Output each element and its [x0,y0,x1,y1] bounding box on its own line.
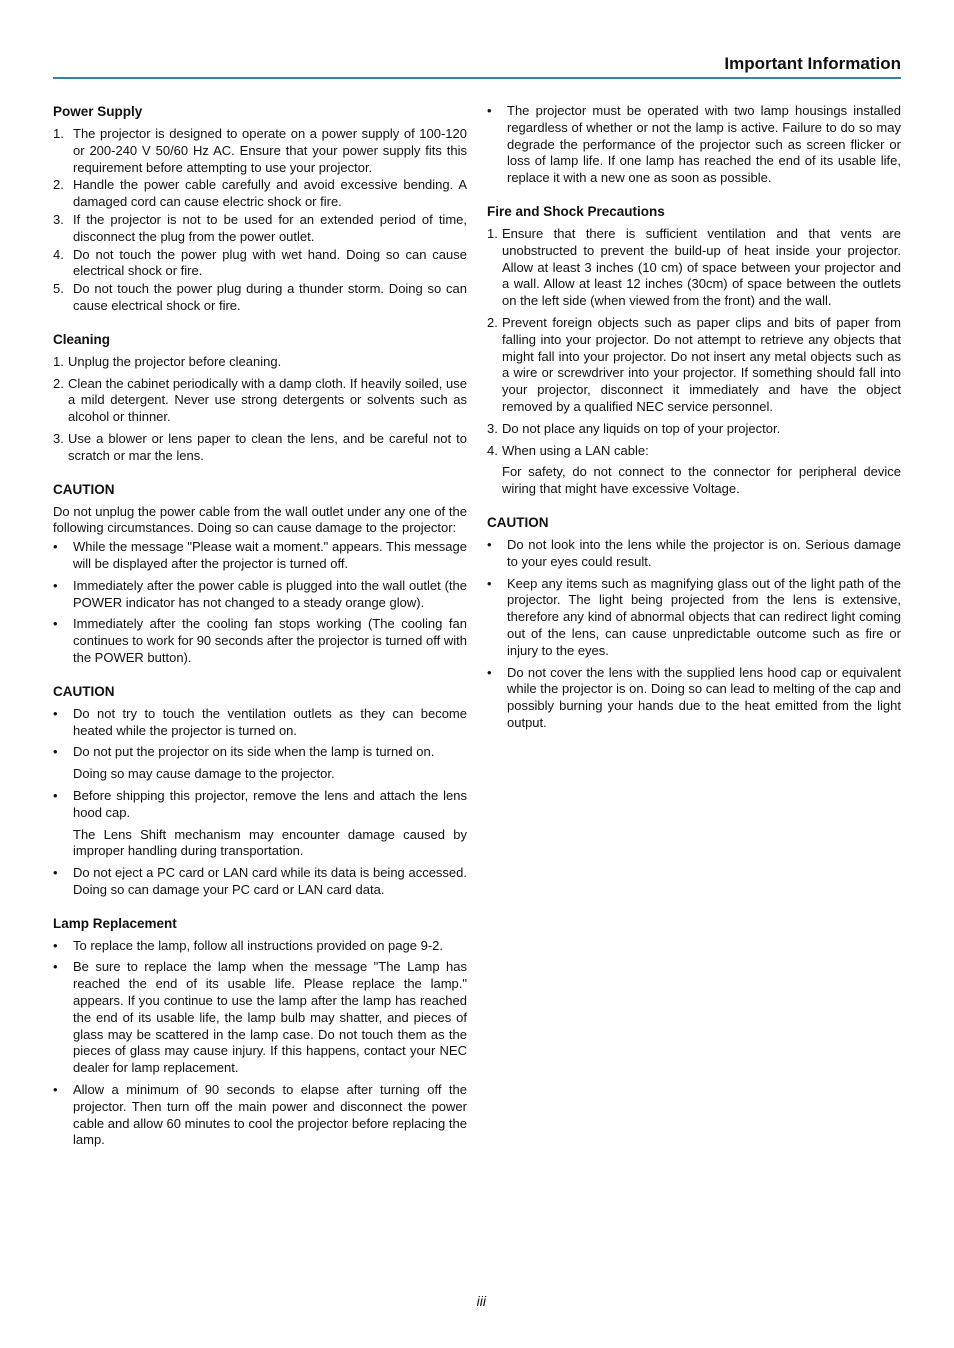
list-item-text: While the message "Please wait a moment." appears. This message will be displayed after the projector is turned off. [73,539,467,571]
section-list [487,537,901,732]
list-item [53,938,467,955]
bullet-marker: • [487,103,492,118]
list-item-text: If the projector is not to be used for an extended period of time, disconnect the plug from the power outlet. [73,211,467,244]
section-heading: CAUTION [53,683,115,699]
bullet-marker: • [53,1082,58,1098]
section-caution [53,481,467,667]
section-lamp-replacement [53,915,467,1150]
list-item [53,126,467,176]
section-power-supply [53,103,467,315]
list-item [53,616,467,666]
item-number: 5. [53,281,64,297]
section-heading: CAUTION [487,514,549,530]
item-number: 1. [53,126,64,141]
list-item [53,706,467,740]
list-item-text: Be sure to replace the lamp when the message "The Lamp has reached the end of its usable life. Please replace the lamp." appears. If you continue to use the lamp after the lamp has reached the end of its usable life, the lamp bulb may shatter, and pieces of glass may be scattered in the lamp case. Do not touch them as the pieces of glass may cause injury. If this happens, contact your NEC dealer for lamp replacement. [73,959,467,1076]
item-number: 3. [487,420,498,436]
bullet-marker: • [487,575,492,591]
bullet-marker: • [53,865,58,881]
list-item-text: The projector is designed to operate on a power supply of 100-120 or 200-240 V 50/60 Hz AC. Ensure that your power supply fits this requirement before attempting to use your projector. [73,126,467,175]
list-item-text: Do not touch the power plug with wet hand. Doing so can cause electrical shock or fire. [73,246,467,279]
list-item [53,354,467,371]
section-intro: Do not unplug the power cable from the wall outlet under any one of the following circumstances. Doing so can cause damage to the projector: [53,503,467,536]
bullet-marker: • [53,787,58,803]
bullet-marker: • [53,539,58,555]
list-item [53,431,467,465]
bullet-marker: • [53,937,58,953]
list-item-text: The projector must be operated with two lamp housings installed regardless of whether or not the lamp is active. Failure to do so may degrade the performance of the projector such as screen flicker or loss of lamp life. If one lamp has reached the end of its usable life, replace it with a new one as soon as possible. [507,103,901,186]
list-item-text: Do not touch the power plug during a thunder storm. Doing so can cause electrical shock or fire. [73,281,467,313]
item-number: 2. [53,177,64,193]
list-item [53,744,467,783]
bullet-marker: • [53,616,58,632]
list-item-text: Do not put the projector on its side when the lamp is turned on. [73,744,435,760]
bullet-marker: • [53,705,58,721]
section-heading: Lamp Replacement [53,915,177,931]
list-item [487,576,901,660]
section-list [53,126,467,315]
section-heading: CAUTION [53,481,115,497]
left-column [53,103,467,1165]
list-item [53,177,467,211]
list-item-text: Do not cover the lens with the supplied lens hood cap or equivalent while the projector is on. Doing so can lead to melting of the cap and possibly burning your hands due to the heat emitted from the light output. [507,664,901,730]
item-number: 3. [53,430,64,446]
list-item-note: Doing so may cause damage to the projector. [73,766,335,782]
list-item-text: Do not look into the lens while the projector is on. Serious damage to your eyes could result. [507,536,901,569]
item-number: 1. [487,225,498,241]
list-item-text: Handle the power cable carefully and avoid excessive bending. A damaged cord can cause electric shock or fire. [73,177,467,210]
item-number: 2. [53,375,64,391]
list-item-text: Do not eject a PC card or LAN card while its data is being accessed. Doing so can damage your PC card or LAN card data. [73,865,467,897]
bullet-marker: • [53,744,58,760]
list-item-text: Do not place any liquids on top of your projector. [502,420,781,436]
item-number: 2. [487,314,498,330]
section-list [53,354,467,465]
list-item [53,865,467,899]
list-item-text: Prevent foreign objects such as paper clips and bits of paper from falling into your projector. Do not attempt to retrieve any objects that might fall into your projector. Do not insert any metal objects such as a wire or screwdriver into your projector. If something should fall into your projector, disconnect it immediately and have the object removed by a qualified NEC service personnel. [502,314,901,414]
list-item-text: To replace the lamp, follow all instructions provided on page 9-2. [73,937,443,953]
page-header-title: Important Information [724,54,901,73]
item-number: 3. [53,211,64,227]
bullet-marker: • [487,664,492,680]
list-item-text: When using a LAN cable: [502,442,649,458]
page-number: iii [476,1293,486,1309]
right-column [487,103,901,748]
list-item [53,376,467,426]
list-item [53,212,467,246]
list-item-text: Use a blower or lens paper to clean the lens, and be careful not to scratch or mar the lens. [68,430,467,463]
list-item-text: Allow a minimum of 90 seconds to elapse after turning off the projector. Then turn off the main power and disconnect the power cable and allow 60 minutes to cool the projector before replacing the lamp. [73,1082,467,1148]
list-item-text: Keep any items such as magnifying glass out of the light path of the projector. The light being projected from the lens is extensive, therefore any kind of abnormal objects that can redirect light coming out of the lens, can cause unpredictable outcome such as fire or injury to the eyes. [507,575,901,658]
list-item [487,443,901,498]
item-number: 1. [53,353,64,369]
item-number: 4. [53,246,64,262]
section-caution [487,514,901,732]
list-item [53,247,467,281]
list-item-text: Immediately after the cooling fan stops working (The cooling fan continues to work for 90 seconds after the projector is turned off with the POWER button). [73,616,467,665]
item-number: 4. [487,442,498,458]
list-item-note: The Lens Shift mechanism may encounter damage caused by improper handling during transportation. [73,826,467,859]
section-list [53,938,467,1150]
section-caution [53,683,467,899]
list-item-text: Before shipping this projector, remove the lens and attach the lens hood cap. [73,787,467,820]
list-item-text: Clean the cabinet periodically with a damp cloth. If heavily soiled, use a mild detergent. Never use strong detergents or solvents such as alcohol or thinner. [68,375,467,425]
list-item [53,539,467,573]
section-heading: Cleaning [53,331,111,347]
bullet-marker: • [53,577,58,593]
section-fire-and-shock-precautions [487,203,901,498]
list-item-text: Do not try to touch the ventilation outlets as they can become heated while the projector is turned on. [73,705,467,738]
bullet-marker: • [487,536,492,552]
section-cleaning [53,331,467,465]
list-item [487,226,901,310]
list-item [487,315,901,416]
list-item [53,578,467,612]
list-item [487,421,901,438]
header-rule [53,77,901,79]
section-list [53,539,467,667]
list-item [53,1082,467,1149]
section-heading: Power Supply [53,104,143,119]
list-item [487,537,901,571]
section-list [53,706,467,899]
section-list [487,103,901,187]
list-item [487,103,901,187]
bullet-marker: • [53,959,58,975]
list-item-text: Immediately after the power cable is plugged into the wall outlet (the POWER indicator has not changed to a steady orange glow). [73,577,467,610]
list-item-text: Ensure that there is sufficient ventilation and that vents are unobstructed to prevent the build-up of heat inside your projector. Allow at least 3 inches (10 cm) of space between your projector and a wall. Allow at least 12 inches (30cm) of space between the outlets on the left side (when viewed from the front) and the wall. [502,225,901,309]
list-item-text: Unplug the projector before cleaning. [68,353,282,369]
section-continued [487,103,901,187]
list-item [53,959,467,1077]
list-item [53,788,467,860]
list-item [487,665,901,732]
list-item [53,281,467,315]
list-item-note: For safety, do not connect to the connector for peripheral device wiring that might have excessive Voltage. [502,464,901,497]
section-list [487,226,901,498]
section-heading: Fire and Shock Precautions [487,203,665,219]
